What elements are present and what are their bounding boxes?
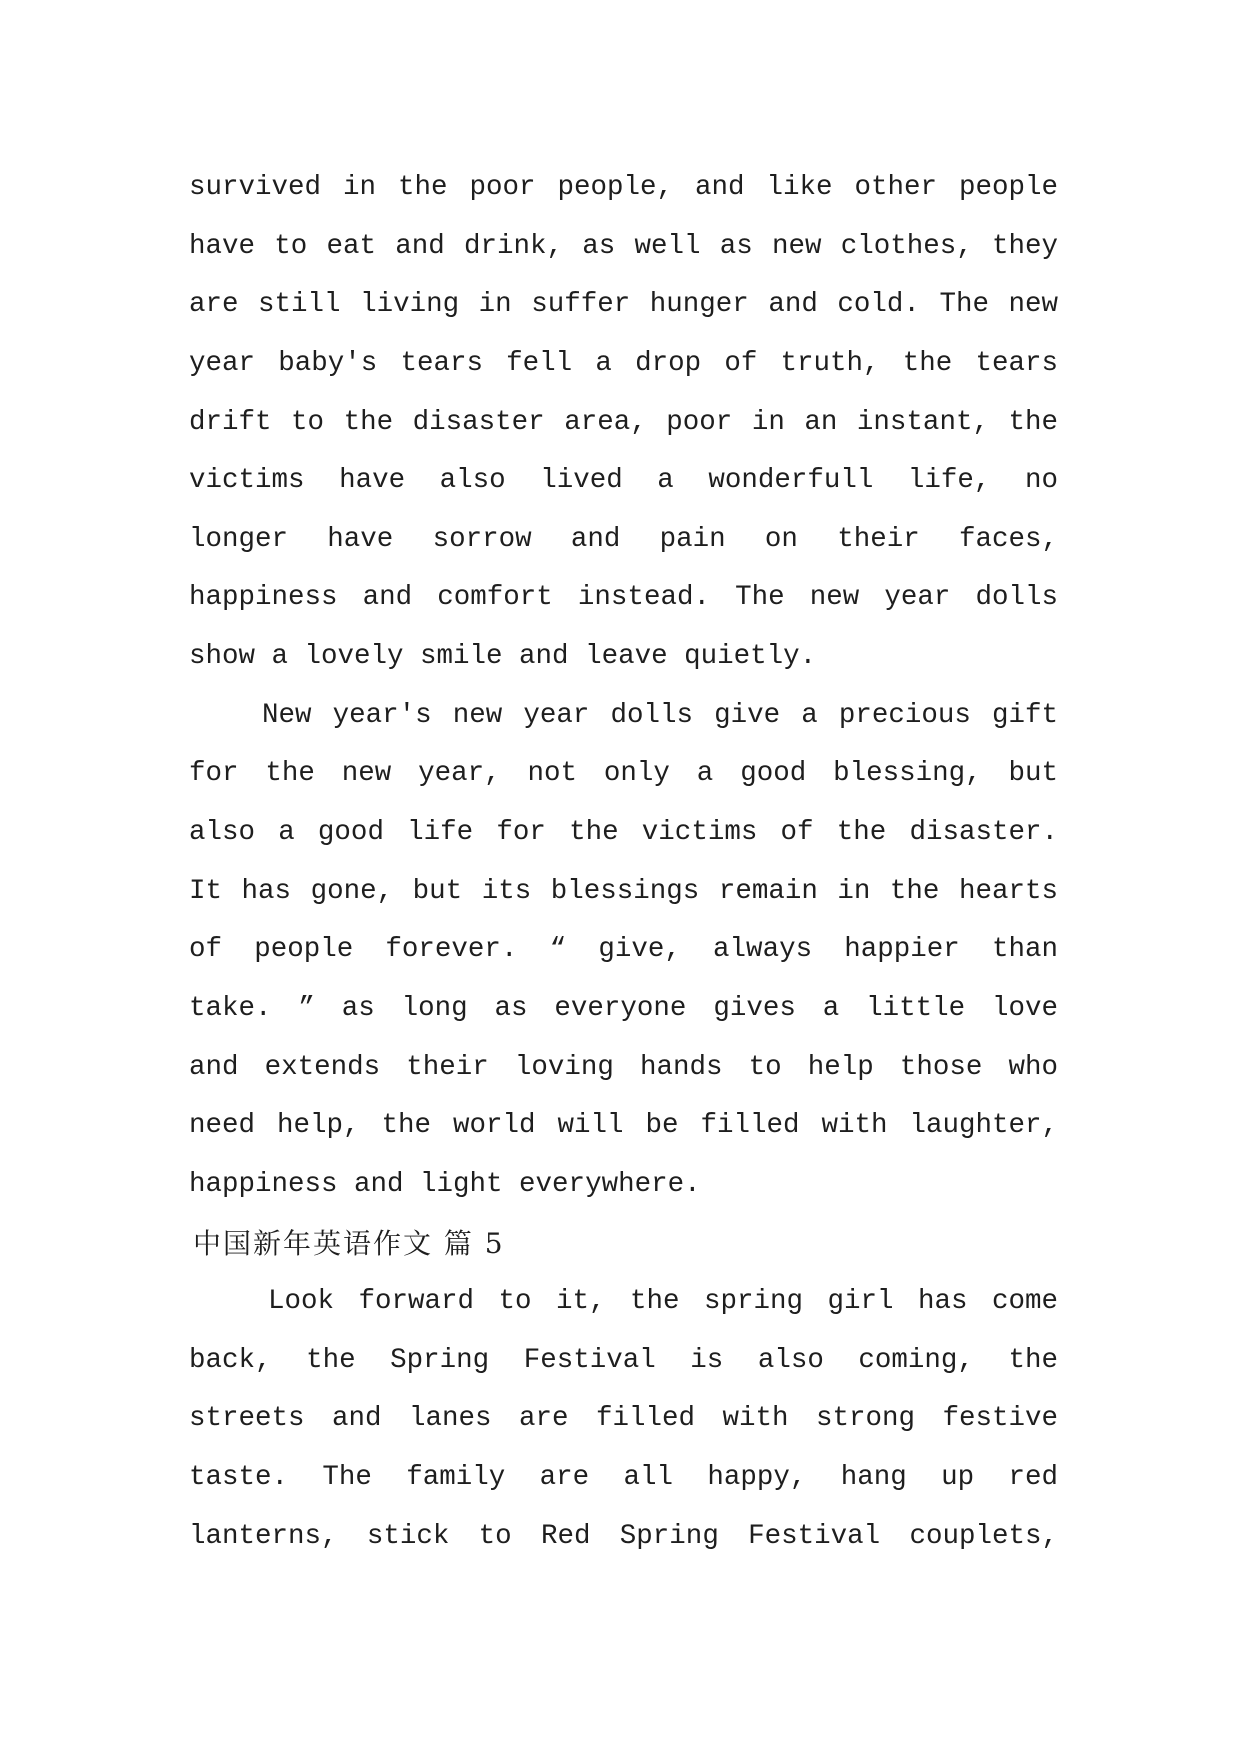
text-line: survived in the poor people, and like other people xyxy=(189,172,1058,203)
text-line: need help, the world will be filled with laughter, xyxy=(189,1110,1058,1142)
text-line: of people forever. “ give, always happier than xyxy=(189,934,1058,966)
paragraph xyxy=(189,1273,1058,1566)
text-line: for the new year, not only a good blessing, but xyxy=(189,758,1058,790)
text-line: taste. The family are all happy, hang up red xyxy=(189,1462,1058,1494)
text-line: happiness and light everywhere. xyxy=(189,1168,701,1200)
text-line: take. ” as long as everyone gives a little love xyxy=(189,992,1058,1024)
document-body xyxy=(189,159,1058,1566)
text-line: show a lovely smile and leave quietly. xyxy=(189,641,817,673)
text-line: and extends their loving hands to help those who xyxy=(189,1051,1058,1083)
text-line: Look forward to it, the spring girl has come xyxy=(268,1286,1058,1318)
text-line: New year's new year dolls give a precious gift xyxy=(262,699,1058,731)
text-line: back, the Spring Festival is also coming, the xyxy=(189,1344,1058,1376)
section-heading: 中国新年英语作文 篇 5 xyxy=(193,1226,505,1260)
text-line: year baby's tears fell a drop of truth, the tears xyxy=(189,347,1058,379)
text-line: streets and lanes are filled with strong festive xyxy=(189,1403,1058,1435)
text-line: happiness and comfort instead. The new year dolls xyxy=(189,582,1058,614)
text-line: have to eat and drink, as well as new clothes, they xyxy=(189,230,1058,262)
text-line: are still living in suffer hunger and cold. The new xyxy=(189,289,1058,321)
text-line: It has gone, but its blessings remain in the hearts xyxy=(189,875,1058,907)
paragraph xyxy=(189,159,1058,687)
text-line: also a good life for the victims of the disaster. xyxy=(189,817,1058,849)
text-line: longer have sorrow and pain on their faces, xyxy=(189,523,1058,555)
paragraph xyxy=(189,687,1058,1215)
text-line: lanterns, stick to Red Spring Festival couplets, xyxy=(189,1520,1058,1552)
text-line: victims have also lived a wonderfull life, no xyxy=(189,465,1058,497)
text-line: drift to the disaster area, poor in an instant, the xyxy=(189,406,1058,438)
